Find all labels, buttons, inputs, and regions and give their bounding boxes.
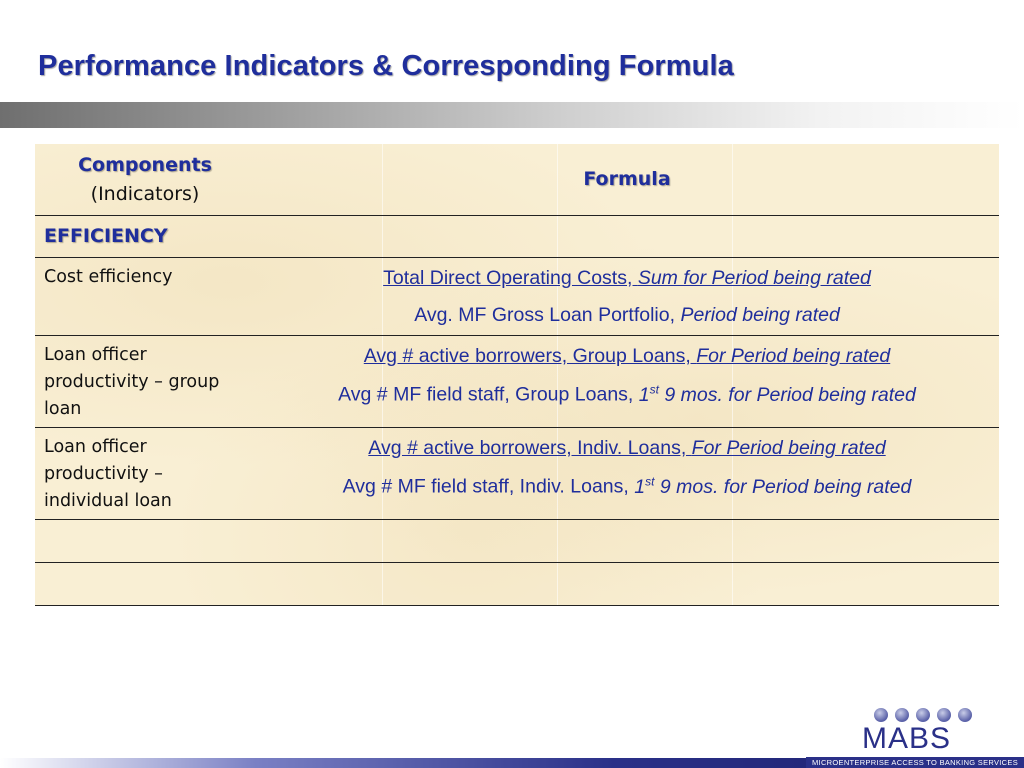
logo-tagline: MICROENTERPRISE ACCESS TO BANKING SERVICES — [806, 757, 1024, 768]
slide-title: Performance Indicators & Corresponding Formula — [38, 50, 734, 82]
indicator-name: Cost efficiency — [44, 267, 173, 287]
section-row — [35, 216, 999, 258]
table-row — [35, 336, 999, 428]
efficiency-section-label: EFFICIENCY — [44, 225, 168, 247]
indicators-table — [35, 144, 999, 606]
table-row — [35, 258, 999, 336]
formula-denominator: Avg # MF field staff, Indiv. Loans, 1st 9 mos. for Period being rated — [342, 474, 912, 498]
indicator-name: Loan officer productivity – group loan — [44, 345, 220, 419]
empty-table-row — [35, 563, 999, 606]
formula-numerator: Avg # active borrowers, Indiv. Loans, For Period being rated — [368, 437, 886, 459]
logo-wordmark: MABS — [862, 722, 952, 755]
formula-header: Formula — [583, 168, 671, 190]
mabs-logo — [812, 706, 1024, 768]
empty-table-row — [35, 520, 999, 563]
formula-numerator: Total Direct Operating Costs, Sum for Period being rated — [383, 267, 871, 289]
components-header: Components — [78, 154, 212, 176]
indicator-name: Loan officer productivity – individual loan — [44, 437, 172, 511]
formula-denominator: Avg. MF Gross Loan Portfolio, Period being rated — [414, 304, 840, 326]
table-header-row — [35, 144, 999, 216]
formula-numerator: Avg # active borrowers, Group Loans, For Period being rated — [363, 345, 891, 367]
title-gradient-bar — [0, 102, 1024, 128]
table-row — [35, 428, 999, 520]
indicators-subheader: (Indicators) — [90, 183, 200, 205]
formula-denominator: Avg # MF field staff, Group Loans, 1st 9 mos. for Period being rated — [338, 382, 916, 406]
